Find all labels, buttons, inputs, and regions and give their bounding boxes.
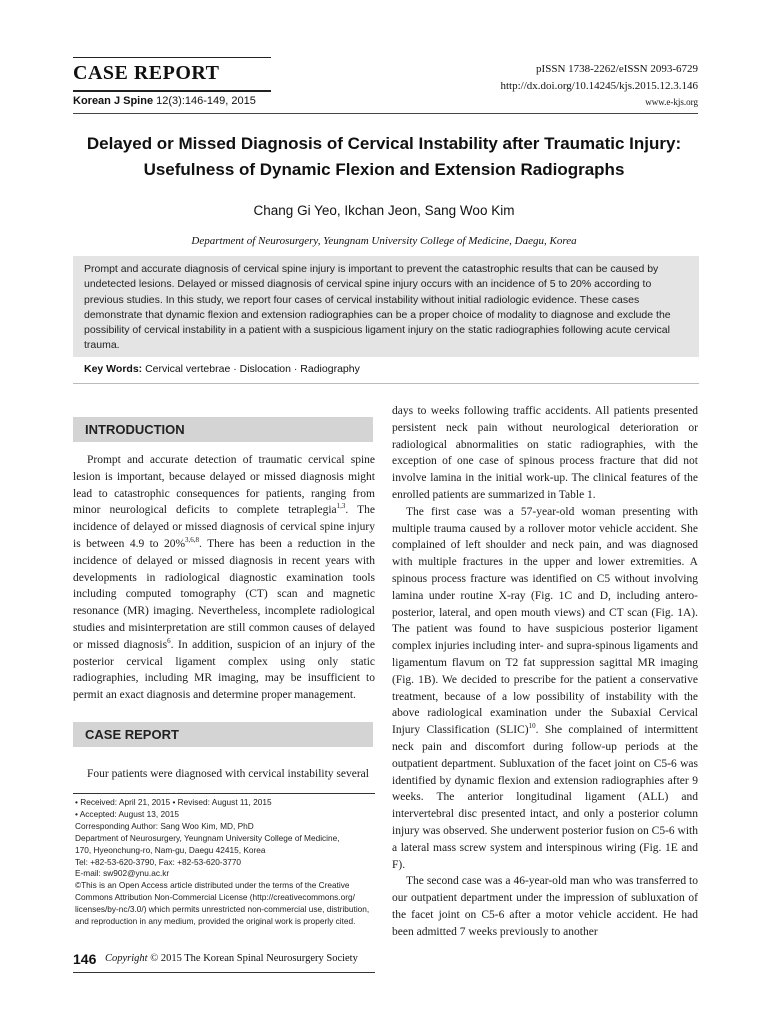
footnote-email[interactable]: E-mail: sw902@ynu.ac.kr: [75, 868, 170, 879]
citation-ref[interactable]: 1,3: [336, 502, 346, 511]
header-rule-top: [73, 57, 271, 58]
copyright-text: © 2015 The Korean Spinal Neurosurgery Society: [150, 953, 358, 964]
citation-ref[interactable]: 10: [528, 722, 536, 731]
body-paragraph: The second case was a 46-year-old man who was transferred to our outpatient department under the impression of subluxation of the facet joint on C5-6 after a motor vehicle accident. He had been admitted 7 weeks previously to another: [392, 875, 698, 938]
footnote-line: Corresponding Author: Sang Woo Kim, MD, PhD: [75, 820, 254, 831]
citation-ref[interactable]: 3,6,8: [185, 536, 200, 545]
body-paragraph: The first case was a 57-year-old woman presenting with multiple trauma caused by a rollover motor vehicle accident. She complained of left shoulder and neck pain, and was diagnosed with multiple fractures in the upper and lower extremities. A spinous process fracture was identified on C5 without involving lamina under routine X-ray (Fig. 1C and D, including antero-posterior, lateral, and open mouth views) and CT scan (Fig. 1A). The patient was found to have suspicious posterior ligament complex injuries including inter- and supra-spinous ligaments and ligamentum flavum on T2 fat suppression sagittal MR imaging (Fig. 1B). We decided to prescribe for the patient a conservative treatment, because of a low possibility of instability with the above radiological examination under the Subaxial Cervical Injury Classification (SLIC)$^{10}$. She complained of intermittent neck pain and discomfort during follow-up periods at the outpatient department. Subluxation of the facet joint on C5-6 was identified by dynamic flexion and extension radiographies after 9 weeks. The anterior longitudinal ligament (ALL) and intervertebral disc presented intact, and only a posterior column injury was observed. She underwent posterior fusion on C5-6 with a lateral mass screw system and interspinous wiring (Fig. 1E and F).: [392, 505, 698, 871]
case-paragraph: Four patients were diagnosed with cervical instability several: [87, 768, 369, 780]
authors: Chang Gi Yeo, Ikchan Jeon, Sang Woo Kim: [253, 203, 515, 218]
title-line-2: Usefulness of Dynamic Flexion and Extension Radiographs: [143, 160, 625, 179]
abstract-text: Prompt and accurate diagnosis of cervical spine injury is important to prevent the catastrophic results that can be caused by undetected lesions. Delayed or missed diagnosis of cervical spine injury occurs with an incidence of 5 to 20% according to previous studies. In this study, we report four cases of cervical instability without initial radiologic evidence. These cases demonstrate that dynamic flexion and extension radiographies can be a proper choice of modality to diagnose and exclude the possibility of cervical instability in a patient with a suspicious ligament injury on the static radiographies following acute cervical trauma.: [84, 263, 671, 352]
title-line-1: Delayed or Missed Diagnosis of Cervical Instability after Traumatic Injury:: [86, 134, 682, 153]
footnote-line: licenses/by-nc/3.0/) which permits unrestricted non-commercial use, distribution,: [75, 904, 370, 915]
footnote-line: Commons Attribution Non-Commercial License (http://creativecommons.org/: [75, 892, 355, 903]
keywords-list: Cervical vertebrae · Dislocation · Radiography: [145, 363, 360, 375]
doi-link[interactable]: http://dx.doi.org/10.14245/kjs.2015.12.3.146: [500, 80, 698, 92]
keywords-divider: [73, 383, 699, 384]
footer-rule: [73, 972, 375, 973]
copyright-label: Copyright: [105, 953, 148, 964]
introduction-heading: INTRODUCTION: [73, 417, 373, 442]
page-number: 146: [73, 951, 97, 967]
footnote-line: and reproduction in any medium, provided the original work is properly cited.: [75, 916, 356, 927]
journal-citation: [73, 95, 256, 107]
case-report-heading: CASE REPORT: [73, 722, 373, 747]
footnote-line: • Accepted: August 13, 2015: [75, 808, 179, 819]
footnote-line: ©This is an Open Access article distributed under the terms of the Creative: [75, 880, 350, 891]
citation-volume: 12(3):146-149, 2015: [156, 95, 256, 107]
affiliation: Department of Neurosurgery, Yeungnam University College of Medicine, Daegu, Korea: [191, 235, 577, 247]
issn: pISSN 1738-2262/eISSN 2093-6729: [536, 63, 698, 75]
introduction-body: [73, 452, 375, 704]
keywords: [84, 363, 360, 375]
article-title: [60, 131, 708, 183]
header-divider: [73, 113, 698, 114]
website-link[interactable]: www.e-kjs.org: [645, 97, 698, 107]
keywords-label: Key Words:: [84, 363, 143, 375]
right-column-body: [392, 403, 698, 941]
body-paragraph: days to weeks following traffic accidents. All patients presented persistent neck pain without neurological deterioration or radiological abnormalities on static radiographies, with the exception of one case of spinous process fracture that did not involve lamina in the initial work-up. The clinical features of the enrolled patients are summarized in Table 1.: [392, 405, 698, 501]
footnote-line: • Received: April 21, 2015 • Revised: August 11, 2015: [75, 797, 272, 807]
footnote-line: Department of Neurosurgery, Yeungnam University College of Medicine,: [75, 832, 340, 843]
citation-ref[interactable]: 6: [167, 636, 171, 645]
case-report-body: [73, 766, 375, 783]
intro-paragraph: Prompt and accurate detection of traumatic cervical spine lesion is important, because delayed or missed diagnosis might lead to catastrophic consequences for patients, ranging from minor neurological deficits to complete tetraplegia$^{1,3}$. The incidence of delayed or missed diagnosis of cervical spine injury is between 4.9 to 20%$^{3,6,8}$. There has been a reduction in the incidence of delayed or missed diagnosis in recent years with developments in radiological diagnostic examination tools including computed tomography (CT) scan and magnetic resonance (MR) imaging. Nevertheless, incomplete radiological studies and misinterpretation are still common causes of delayed or missed diagnosis$^6$. In addition, suspicion of an injury of the posterior cervical ligament complex using only static radiographies, including MR imaging, may be insufficient to permit an exact diagnosis and determine proper management.: [73, 454, 375, 702]
footnote-rule: [73, 793, 375, 794]
footnote-line: Tel: +82-53-620-3790, Fax: +82-53-620-3770: [75, 856, 242, 867]
header-rule: [73, 90, 271, 92]
footnote-line: 170, Hyeonchung-ro, Nam-gu, Daegu 42415, Korea: [75, 844, 266, 855]
section-label: CASE REPORT: [73, 62, 220, 84]
footnotes: [75, 797, 375, 928]
copyright: [105, 953, 358, 964]
journal-abbrev: Korean J Spine: [73, 95, 154, 107]
